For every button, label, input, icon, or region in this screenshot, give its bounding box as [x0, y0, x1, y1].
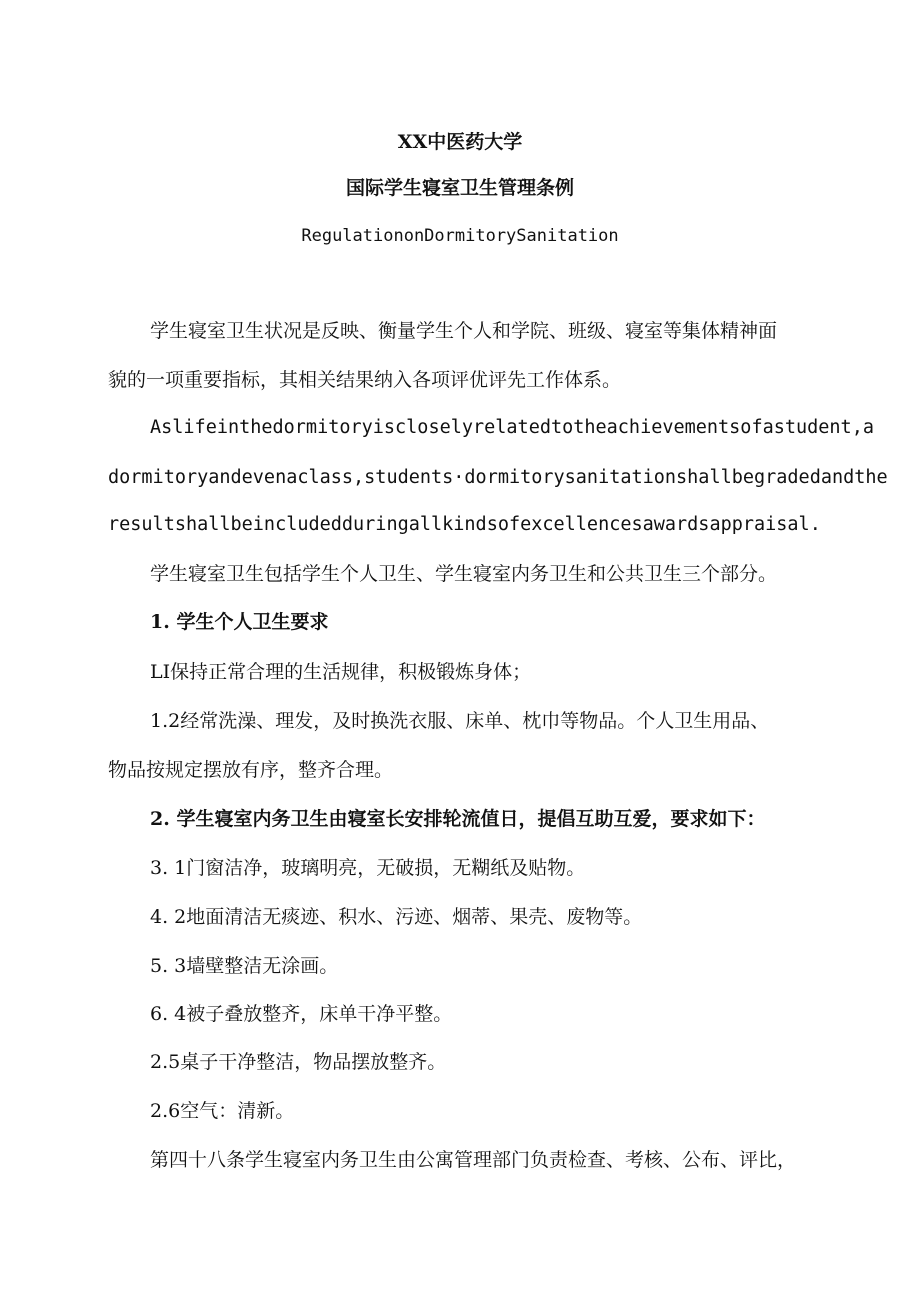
english-paragraph-line: dormitoryandevenaclass,students·dormitorysanitationshallbegradedandthe [108, 467, 888, 488]
english-paragraph-line: resultshallbeincludedduringallkindsofexcellencesawardsappraisal. [108, 514, 821, 535]
intro-paragraph-line: 学生寝室卫生状况是反映、衡量学生个人和学院、班级、寝室等集体精神面 [150, 320, 778, 342]
list-item: 4. 2地面清洁无痰迹、积水、污迹、烟蒂、果壳、废物等。 [150, 906, 643, 928]
article-paragraph: 第四十八条学生寝室内务卫生由公寓管理部门负责检查、考核、公布、评比， [150, 1149, 797, 1171]
list-item: LI保持正常合理的生活规律，积极锻炼身体； [150, 661, 532, 683]
list-item: 3. 1门窗洁净，玻璃明亮，无破损，无糊纸及贴物。 [150, 857, 586, 879]
list-item: 2.5桌子干净整洁，物品摆放整齐。 [150, 1051, 447, 1073]
university-name: XX中医药大学 [397, 131, 523, 153]
list-item: 2.6空气：清新。 [150, 1100, 295, 1122]
document-title: 国际学生寝室卫生管理条例 [345, 177, 574, 199]
list-item: 5. 3墙壁整洁无涂画。 [150, 955, 339, 977]
list-item: 1.2经常洗澡、理发，及时换洗衣服、床单、枕巾等物品。个人卫生用品、 [150, 710, 770, 732]
list-item-continuation: 物品按规定摆放有序，整齐合理。 [108, 759, 394, 781]
intro-paragraph-line: 貌的一项重要指标，其相关结果纳入各项评优评先工作体系。 [108, 369, 622, 391]
english-subtitle: RegulationonDormitorySanitation [301, 226, 619, 246]
scope-paragraph: 学生寝室卫生包括学生个人卫生、学生寝室内务卫生和公共卫生三个部分。 [150, 563, 778, 585]
section-heading: 1. 学生个人卫生要求 [150, 611, 329, 633]
section-heading: 2. 学生寝室内务卫生由寝室长安排轮流值日，提倡互助互爱，要求如下： [150, 808, 766, 830]
english-paragraph-line: Aslifeinthedormitoryiscloselyrelatedtotheachievementsofastudent,a [150, 417, 874, 438]
list-item: 6. 4被子叠放整齐，床单干净平整。 [150, 1003, 453, 1025]
